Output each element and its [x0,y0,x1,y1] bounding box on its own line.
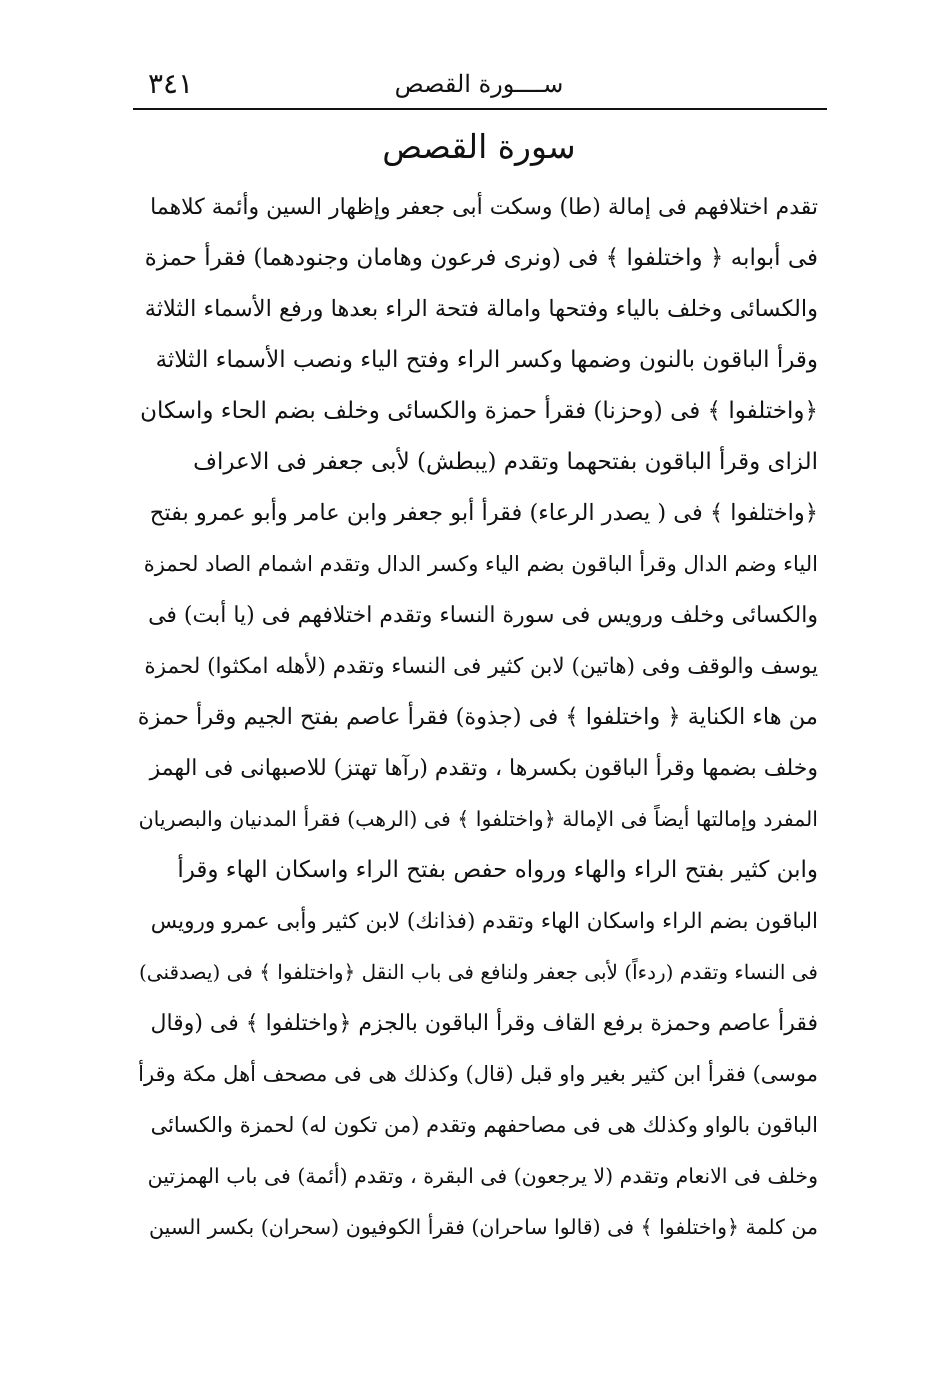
text-line: وخلف فى الانعام وتقدم (لا يرجعون) فى البقرة ، وتقدم (أئمة) فى باب الهمزتين [147,1164,818,1188]
text-line: ﴿واختلفوا ﴾ فى (وحزنا) فقرأ حمزة والكسائى وخلف بضم الحاء واسكان [140,398,818,424]
text-line: والكسائى وخلف بالياء وفتحها وامالة فتحة الراء بعدها ورفع الأسماء الثلاثة [144,296,818,322]
text-line: والكسائى وخلف ورويس فى سورة النساء وتقدم اختلافهم فى (يا أبت) فى [148,603,818,628]
text-line: فقرأ عاصم وحمزة برفع القاف وقرأ الباقون بالجزم ﴿واختلفوا ﴾ فى (وقال [150,1011,818,1036]
text-line: المفرد وإمالتها أيضاً فى الإمالة ﴿واختلفوا ﴾ فى (الرهب) فقرأ المدنيان والبصريان [138,807,818,831]
surah-title: سورة القصص [382,127,576,166]
text-line: فى أبوابه ﴿ واختلفوا ﴾ فى (ونرى فرعون وهامان وجنودهما) فقرأ حمزة [144,245,818,271]
text-line: وقرأ الباقون بالنون وضمها وكسر الراء وفتح الياء ونصب الأسماء الثلاثة [155,347,818,373]
text-line: من كلمة ﴿واختلفوا ﴾ فى (قالوا ساحران) فقرأ الكوفيون (سحران) بكسر السين [149,1215,818,1239]
text-line: موسى) فقرأ ابن كثير بغير واو قبل (قال) وكذلك هى فى مصحف أهل مكة وقرأ [138,1062,818,1086]
text-line: تقدم اختلافهم فى إمالة (طا) وسكت أبى جعفر وإظهار السين وأئمة كلاهما [150,195,818,220]
text-line: الباقون بالواو وكذلك هى فى مصاحفهم وتقدم (من تكون له) لحمزة والكسائى [150,1113,818,1137]
text-line: الزاى وقرأ الباقون بفتحهما وتقدم (يبطش) لأبى جعفر فى الاعراف [193,449,818,475]
text-line: فى النساء وتقدم (ردءاً) لأبى جعفر ولنافع فى باب النقل ﴿واختلفوا ﴾ فى (يصدقنى) [138,960,818,984]
text-line: يوسف والوقف وفى (هاتين) لابن كثير فى النساء وتقدم (لأهله امكثوا) لحمزة [144,654,818,679]
text-line: الياء وضم الدال وقرأ الباقون بضم الياء وكسر الدال وتقدم اشمام الصاد لحمزة [143,552,818,576]
text-line: من هاء الكناية ﴿ واختلفوا ﴾ فى (جذوة) فقرأ عاصم بفتح الجيم وقرأ حمزة [138,704,818,730]
text-line: وابن كثير بفتح الراء والهاء ورواه حفص بفتح الراء واسكان الهاء وقرأ [177,857,818,883]
running-header-title: ســــورة القصص [394,70,564,98]
running-header [130,66,828,102]
page-number: ٣٤١ [148,67,194,100]
text-line: وخلف بضمها وقرأ الباقون بكسرها ، وتقدم (رآها تهتز) للاصبهانى فى الهمز [149,756,818,781]
body-text [138,182,818,1253]
text-line: ﴿واختلفوا ﴾ فى ( يصدر الرعاء) فقرأ أبو جعفر وابن عامر وأبو عمرو بفتح [149,500,818,526]
text-line: الباقون بضم الراء واسكان الهاء وتقدم (فذانك) لابن كثير وأبى عمرو ورويس [150,909,818,934]
header-divider [133,108,827,110]
